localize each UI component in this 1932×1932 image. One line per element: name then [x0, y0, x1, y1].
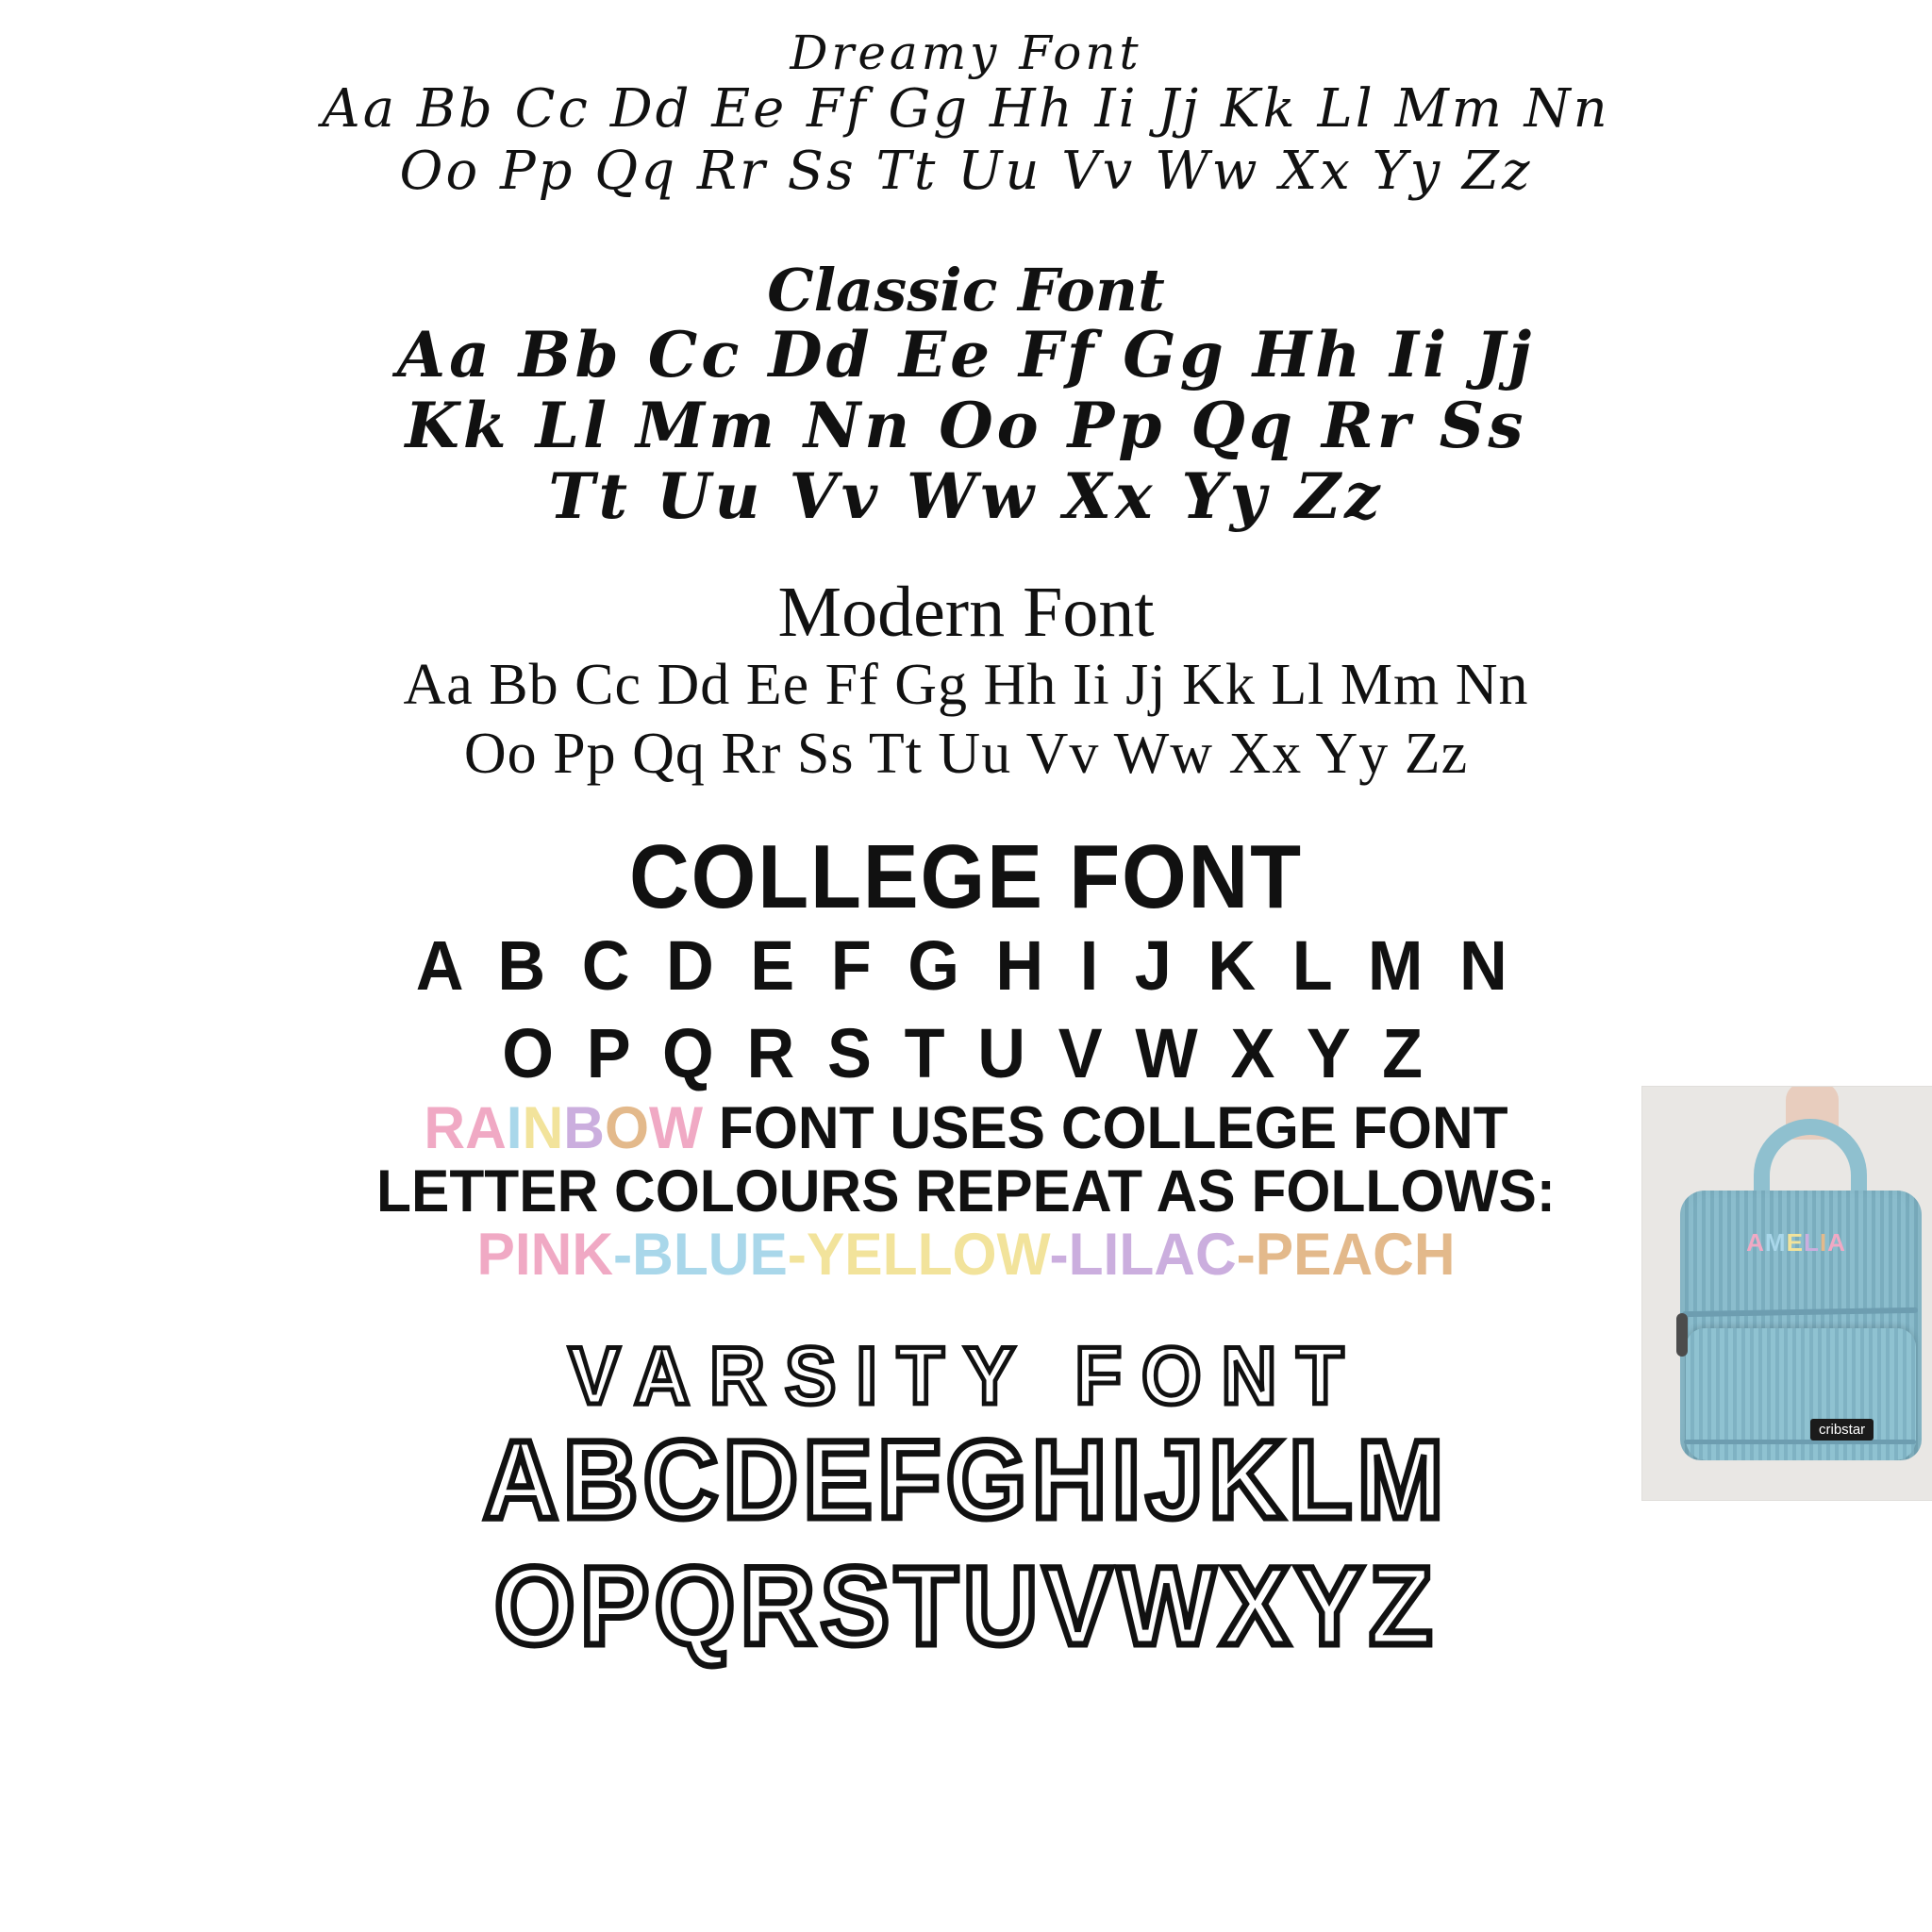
rainbow-note-line-1 — [39, 1097, 1893, 1160]
colour-separator: - — [787, 1222, 807, 1288]
colour-separator: - — [1049, 1222, 1069, 1288]
colour-separator: - — [1236, 1222, 1256, 1288]
font-alphabet-line: Oo Pp Qq Rr Ss Tt Uu Vv Ww Xx Yy Zz — [399, 140, 1533, 202]
font-alphabet-line: Aa Bb Cc Dd Ee Ff Gg Hh Ii Jj — [396, 317, 1536, 391]
rainbow-note-line-2: LETTER COLOURS REPEAT AS FOLLOWS: — [376, 1158, 1556, 1225]
name-letter: L — [1803, 1228, 1820, 1257]
product-photo-backpack — [1641, 1086, 1932, 1501]
font-section-dreamy — [0, 0, 1932, 203]
rainbow-letter: A — [465, 1095, 507, 1162]
colour-name: LILAC — [1068, 1222, 1237, 1288]
font-alphabet-line: Tt Uu Vv Ww Xx Yy Zz — [548, 459, 1384, 534]
colour-name: PINK — [476, 1222, 614, 1288]
font-alphabet-line: Oo Pp Qq Rr Ss Tt Uu Vv Ww Xx Yy Zz — [463, 722, 1469, 787]
font-alphabet-line: Kk Ll Mm Nn Oo Pp Qq Rr Ss — [405, 388, 1527, 462]
zip-pull-icon — [1676, 1313, 1688, 1357]
font-title-modern: Modern Font — [777, 573, 1155, 653]
name-letter: I — [1819, 1228, 1828, 1257]
font-section-college — [0, 789, 1932, 1097]
font-section-classic — [0, 203, 1932, 533]
font-section-modern — [0, 532, 1932, 789]
rainbow-colour-sequence — [39, 1224, 1893, 1287]
font-title-varsity: VARSITY FONT — [568, 1330, 1364, 1422]
rainbow-letter: O — [604, 1095, 650, 1162]
font-alphabet-line: A B C D E F G H I J K L M N — [415, 926, 1517, 1006]
rainbow-letter: B — [563, 1095, 605, 1162]
font-alphabet-line: OPQRSTUVWXYZ — [494, 1544, 1438, 1670]
rainbow-letter: N — [522, 1095, 564, 1162]
rainbow-letter: R — [424, 1095, 466, 1162]
name-letter: E — [1786, 1228, 1804, 1257]
colour-separator: - — [613, 1222, 633, 1288]
rainbow-letter: I — [506, 1095, 523, 1162]
bag-zip-bottom — [1684, 1440, 1916, 1444]
font-alphabet-line: O P Q R S T U V W X Y Z — [502, 1013, 1430, 1092]
font-alphabet-line: Aa Bb Cc Dd Ee Ff Gg Hh Ii Jj Kk Ll Mm Nn — [403, 653, 1529, 718]
bag-handle — [1754, 1119, 1867, 1200]
rainbow-note-rest: FONT USES COLLEGE FONT — [703, 1095, 1508, 1162]
brand-label: cribstar — [1810, 1419, 1874, 1441]
font-title-college: COLLEGE FONT — [629, 826, 1303, 928]
personalised-name — [1642, 1228, 1932, 1257]
name-letter: A — [1827, 1228, 1846, 1257]
font-alphabet-line: ABCDEFGHIJKLM — [483, 1417, 1449, 1542]
rainbow-letter: W — [649, 1095, 704, 1162]
name-letter: A — [1746, 1228, 1765, 1257]
colour-name: YELLOW — [806, 1222, 1050, 1288]
font-alphabet-line: Aa Bb Cc Dd Ee Ff Gg Hh Ii Jj Kk Ll Mm Nn — [322, 77, 1610, 140]
colour-name: BLUE — [632, 1222, 788, 1288]
name-letter: M — [1764, 1228, 1787, 1257]
rainbow-word — [424, 1095, 703, 1161]
font-title-classic: Classic Font — [767, 255, 1165, 325]
colour-name: PEACH — [1255, 1222, 1456, 1288]
font-title-dreamy: Dreamy Font — [790, 25, 1142, 80]
